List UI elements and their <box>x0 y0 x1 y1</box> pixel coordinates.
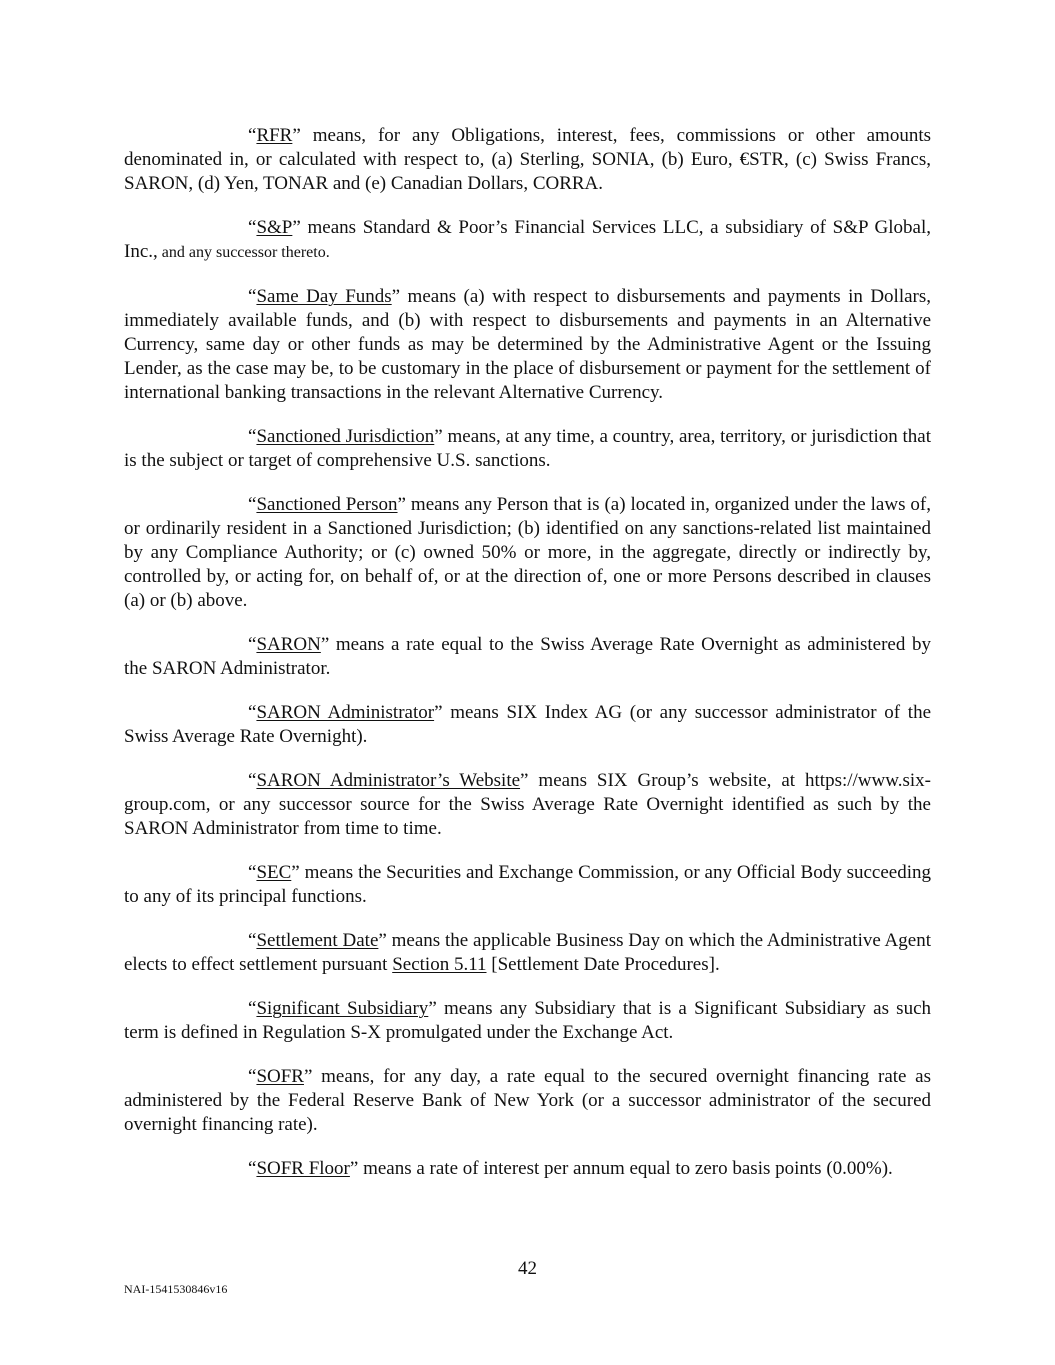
definition-saron-administrators-website <box>124 769 931 841</box>
close-quote: ” <box>292 125 301 146</box>
definition-text: means any Subsidiary that is a Significant Subsidiary as such term is defined in Regulation S-X promulgated under the Exchange Act. <box>124 998 932 1043</box>
close-quote: ” <box>520 770 529 791</box>
defined-term: SOFR <box>256 1066 304 1087</box>
defined-term: Same Day Funds <box>256 286 392 307</box>
open-quote: “ <box>248 494 257 515</box>
section-cross-reference: Section 5.11 <box>392 954 487 975</box>
definition-text: means a rate equal to the Swiss Average Rate Overnight as administered by the SARON Administrator. <box>124 634 931 679</box>
open-quote: “ <box>248 426 257 447</box>
open-quote: “ <box>248 286 257 307</box>
open-quote: “ <box>248 634 257 655</box>
close-quote: ” <box>434 702 443 723</box>
defined-term: RFR <box>256 125 293 146</box>
document-id: NAI-1541530846v16 <box>124 1282 228 1296</box>
definition-settlement-date <box>124 929 931 977</box>
close-quote: ” <box>303 1066 313 1087</box>
defined-term: SARON Administrator <box>256 702 435 723</box>
open-quote: “ <box>248 1158 257 1179</box>
definition-saron <box>124 633 931 681</box>
open-quote: “ <box>248 862 257 883</box>
close-quote: ” <box>349 1158 359 1179</box>
open-quote: “ <box>248 930 257 951</box>
definition-text: means SIX Group’s website, at https://www.six-group.com, or any successor source for the Swiss Average Rate Overnight identified as such by the SARON Administrator from time to time. <box>124 770 931 839</box>
definition-text: means Standard & Poor’s Financial Services LLC, a subsidiary of S&P Global, Inc., <box>124 217 931 262</box>
definition-significant-subsidiary <box>124 997 931 1045</box>
definition-sec <box>124 861 931 909</box>
definition-text: means, for any Obligations, interest, fees, commissions or other amounts denominated in, or calculated with respect to, (a) Sterling, SONIA, (b) Euro, €STR, (c) Swiss Francs, SARON, (d) Yen, TONAR and (e) Canadian Dollars, CORRA. <box>124 125 931 194</box>
close-quote: ” <box>434 426 443 447</box>
definition-text: means the applicable Business Day on which the Administrative Agent elects to effect settlement pursuant <box>124 930 931 975</box>
close-quote: ” <box>291 862 300 883</box>
definition-sanctioned-jurisdiction <box>124 425 931 473</box>
definition-text: means the Securities and Exchange Commission, or any Official Body succeeding to any of its principal functions. <box>124 862 931 907</box>
defined-term: SARON Administrator’s Website <box>256 770 521 791</box>
defined-term: SOFR Floor <box>256 1158 350 1179</box>
page-number: 42 <box>518 1258 537 1279</box>
open-quote: “ <box>248 217 257 238</box>
defined-term: Significant Subsidiary <box>256 998 429 1019</box>
open-quote: “ <box>248 125 257 146</box>
definition-sofr-floor <box>124 1157 931 1181</box>
definition-text: means a rate of interest per annum equal to zero basis points (0.00%). <box>358 1158 893 1179</box>
definition-rfr <box>124 124 931 196</box>
definition-text-after: [Settlement Date Procedures]. <box>486 954 720 975</box>
defined-term: S&P <box>256 217 293 238</box>
definition-text: means any Person that is (a) located in, organized under the laws of, or ordinarily resident in a Sanctioned Jurisdiction; (b) identified on any sanctions-related list maintained by any Compliance Authority; or (c) owned 50% or more, in the aggregate, directly or indirectly by, controlled by, or acting for, on behalf of, or at the direction of, one or more Persons described in clauses (a) or (b) above. <box>124 494 931 611</box>
close-quote: ” <box>292 217 301 238</box>
open-quote: “ <box>248 1066 257 1087</box>
definition-text: means, for any day, a rate equal to the secured overnight financing rate as administered by the Federal Reserve Bank of New York (or a successor administrator of the secured overnight financing rate). <box>124 1066 931 1135</box>
definitions-section <box>124 124 931 1201</box>
defined-term: Sanctioned Jurisdiction <box>256 426 435 447</box>
definition-same-day-funds <box>124 285 931 405</box>
close-quote: ” <box>378 930 387 951</box>
defined-term: Sanctioned Person <box>256 494 398 515</box>
definition-sofr <box>124 1065 931 1137</box>
defined-term: Settlement Date <box>256 930 379 951</box>
open-quote: “ <box>248 998 257 1019</box>
close-quote: ” <box>391 286 401 307</box>
close-quote: ” <box>320 634 330 655</box>
definition-sp <box>124 216 931 265</box>
definition-text: means, at any time, a country, area, territory, or jurisdiction that is the subject or target of comprehensive U.S. sanctions. <box>124 426 932 471</box>
open-quote: “ <box>248 770 257 791</box>
definition-text: means (a) with respect to disbursements and payments in Dollars, immediately available funds, and (b) with respect to disbursements and payments in an Alternative Currency, same day or other funds as may be determined by the Administrative Agent or the Issuing Lender, as the case may be, to be customary in the place of disbursement or payment for the settlement of international banking transactions in the relevant Alternative Currency. <box>124 286 931 403</box>
definition-sanctioned-person <box>124 493 931 613</box>
defined-term: SARON <box>256 634 321 655</box>
definition-text-small: and any successor thereto. <box>157 244 330 261</box>
definition-text: means SIX Index AG (or any successor administrator of the Swiss Average Rate Overnight). <box>124 702 932 747</box>
defined-term: SEC <box>256 862 292 883</box>
close-quote: ” <box>428 998 437 1019</box>
definition-saron-administrator <box>124 701 931 749</box>
close-quote: ” <box>397 494 406 515</box>
open-quote: “ <box>248 702 257 723</box>
